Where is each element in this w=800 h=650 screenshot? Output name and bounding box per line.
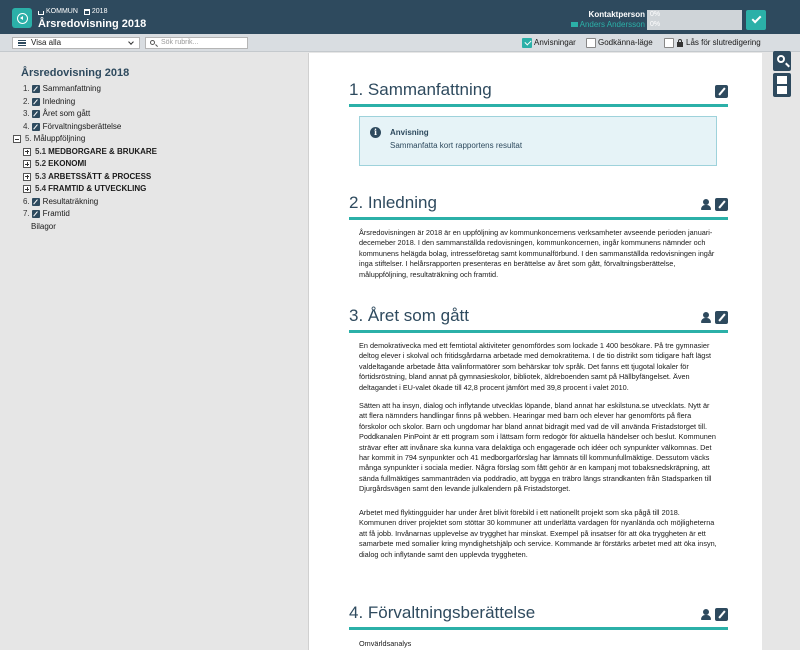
contact-label: Kontaktperson [588, 10, 645, 19]
toc-item-sammanfattning[interactable] [23, 84, 101, 94]
toc-sidebar [8, 53, 309, 650]
toc-num: 1. [23, 84, 30, 93]
assign-user-button[interactable] [700, 311, 712, 324]
toc-num: 5.2 [35, 159, 47, 168]
paragraph: Årsredovisningen är 2018 är en uppföljning av kommunkoncernens verksamheter avseende perioden januari-decemeber 2018. I den sammanställda redovisningen, kommunkoncernen, ingår kommunens nämnder och kommunens helägda bolag, intresseföretag samt kommunalförbund. I den sammanställda redovisningen ingår inga stiftelser. I helårsrapporten presenteras en berättelse av året som gått, förvaltningsberättelse, måluppföljning, resultaträkning och framtid. [359, 228, 715, 279]
paragraph: Sätten att ha insyn, dialog och inflytande utvecklas löpande, bland annat har eskilstuna.se utvecklats. Nytt är att flera nämnders handlingar finns på webben. Hearingar med barn och elever har genomförts på flera förskolor och skolor. Barn och ungdomar har bland annat bidragit med vad de vill använda Fristadstorget till. Poddkanalen PinPoint är ett program som i lättsam form redogör för aktuella händelser och beslut. Kommunen strävar efter att invånare ska kunna vara delaktiga och engagerade och idéer och synpunkter välkomnas. Det har kommit in 794 synpunkter och 41 medborgarförslag har lämnats till kommunfullmäktige. Dessutom väcks många synpunkter i sociala medier. Några förslag som fått gehör är en kampanj mot tobaksnedskräpning, att sända fullmäktiges sammanträden via poddradio, att bygga en träbro längs strandkanten från Stadsparken till Djurgårdsvägen samt den levande julkalendern på Fristadstorget. [359, 401, 716, 494]
section-title: 2. Inledning [349, 193, 437, 212]
toc-num: 3. [23, 109, 30, 118]
paragraph: Omvärldsanalys [359, 639, 412, 648]
progress-label-1: 0% [650, 11, 661, 18]
edit-icon [32, 123, 40, 131]
contact-person [550, 10, 645, 29]
edit-icon [32, 110, 40, 118]
assign-user-button[interactable] [700, 198, 712, 211]
las-checkbox[interactable] [664, 38, 674, 48]
search-document-button[interactable] [773, 51, 791, 71]
anvisningar-toggle[interactable] [522, 38, 576, 48]
back-button[interactable] [12, 8, 32, 28]
envelope-icon [571, 22, 578, 27]
toc-item-framtid[interactable] [23, 209, 70, 219]
check-icon [751, 14, 761, 24]
toc-item-5-4[interactable] [23, 184, 146, 194]
expand-icon[interactable] [23, 185, 31, 193]
toc-label: Måluppföljning [33, 134, 86, 143]
godkanna-toggle[interactable] [586, 38, 653, 48]
toc-num: 7. [23, 209, 30, 218]
edit-icon [32, 198, 40, 206]
toc-label: ARBETSSÄTT & PROCESS [48, 171, 152, 181]
section-title: 4. Förvaltningsberättelse [349, 603, 536, 622]
toc-item-bilagor[interactable] [31, 222, 56, 232]
toc-label: Inledning [42, 96, 76, 106]
godkanna-checkbox[interactable] [586, 38, 596, 48]
contact-name: Anders Andersson [579, 20, 645, 29]
progress-bar-1 [647, 10, 742, 20]
search-icon [777, 55, 785, 63]
toc-item-forvaltningsberattelse[interactable] [23, 122, 121, 132]
toc-item-5-2[interactable] [23, 159, 86, 169]
filter-value: Visa alla [31, 38, 62, 47]
toc-label: Förvaltningsberättelse [42, 121, 122, 131]
toc-title: Årsredovisning 2018 [21, 67, 130, 79]
report-meta [38, 8, 107, 15]
expand-icon[interactable] [23, 173, 31, 181]
export-document-button[interactable] [773, 73, 791, 97]
las-toggle[interactable] [664, 38, 761, 48]
search-icon [150, 40, 155, 45]
instruction-title: Anvisning [390, 128, 429, 137]
contact-name-link[interactable] [550, 20, 645, 29]
expand-icon[interactable] [23, 160, 31, 168]
section-heading-4 [349, 603, 728, 630]
search-input[interactable] [145, 37, 248, 49]
app-header [0, 0, 800, 34]
calendar-icon [84, 9, 90, 15]
progress-bar-2 [647, 20, 742, 30]
section-heading-1 [349, 80, 728, 107]
toc-num: 5. [25, 134, 32, 143]
organization-icon [38, 11, 44, 15]
instruction-body: Sammanfatta kort rapportens resultat [390, 141, 523, 150]
toc-item-5-3[interactable] [23, 172, 151, 182]
edit-icon [32, 98, 40, 106]
document-area [309, 53, 762, 650]
toc-num: 4. [23, 121, 30, 131]
toc-label: Resultaträkning [42, 196, 99, 206]
year-label: 2018 [91, 8, 108, 15]
assign-user-button[interactable] [700, 608, 712, 621]
instruction-box [359, 116, 717, 166]
filter-select[interactable] [12, 37, 140, 49]
arrow-left-circle-icon [17, 13, 28, 24]
edit-section-button[interactable] [715, 198, 728, 211]
section-heading-3 [349, 306, 728, 333]
toc-label: Året som gått [42, 109, 91, 118]
edit-icon [32, 85, 40, 93]
paragraph: En demokrativecka med ett femtiotal aktiviteter genomfördes som lockade 1 400 besökare. På tre gymnasier deltog elever i skolval och fritidsgårdarna arbetade med demokratitema. I de tio distrikt som tidigare haft lägst valdeltagande arbetade åtta valinformatörer som behärskar tolv språk. Det fanns ett tjugotal lokaler för förtidsröstning, bland annat på gymnasieskolor, bibliotek, äldreboenden samt på Hällbyfängelset. Även deltagandet i EU-valet ökade till 42,8 procent jämfört med 39,8 procent i valet 2010. [359, 341, 712, 392]
edit-section-button[interactable] [715, 311, 728, 324]
las-label: Lås för slutredigering [686, 38, 761, 47]
toc-item-5-1[interactable] [23, 147, 157, 157]
expand-icon[interactable] [23, 148, 31, 156]
edit-section-button[interactable] [715, 85, 728, 98]
toc-item-aret-som-gatt[interactable] [23, 109, 90, 119]
report-title: Årsredovisning 2018 [38, 18, 147, 30]
edit-icon [32, 210, 40, 218]
toc-item-inledning[interactable] [23, 97, 75, 107]
document-icon [777, 76, 787, 84]
toc-label: FRAMTID & UTVECKLING [48, 184, 147, 193]
section-title: 1. Sammanfattning [349, 80, 492, 99]
section-heading-2 [349, 193, 728, 220]
toc-label: Sammanfattning [42, 84, 101, 93]
progress-bars [647, 10, 742, 30]
paragraph: Arbetet med flyktingguider har under året blivit förebild i ett nationellt projekt som ska pågå till 2018. Kommunen driver projektet som stöttar 30 kommuner att underlätta vardagen för nyanlända och möjligheterna att få jobb. Invånarnas upplevelse av trygghet har minskat. Exempel på insatser för att öka tryggheten är ett samarbete med somalier kring myndighetshjälp och service. Kommande är förstärks arbetet med att öka insyn, dialog och inflytande samt den upplevda tryggheten. [359, 508, 717, 559]
toc-num: 2. [23, 96, 30, 106]
lock-icon [677, 42, 683, 47]
godkanna-label: Godkänna-läge [598, 38, 653, 47]
org-label: KOMMUN [46, 8, 78, 15]
toc-label: Bilagor [31, 222, 56, 231]
toc-num: 6. [23, 196, 30, 206]
print-icon [777, 86, 787, 94]
anvisningar-checkbox[interactable] [522, 38, 532, 48]
progress-label-2: 0% [650, 21, 661, 28]
edit-section-button[interactable] [715, 608, 728, 621]
info-icon: i [370, 127, 381, 138]
toc-label: Framtid [42, 209, 70, 218]
chevron-down-icon [128, 39, 134, 45]
approve-button[interactable] [746, 10, 766, 30]
toc-item-maluppfoljning[interactable] [13, 134, 85, 144]
section-title: 3. Året som gått [349, 306, 469, 325]
collapse-icon[interactable] [13, 135, 21, 143]
toc-item-resultatrakning[interactable] [23, 197, 98, 207]
toc-num: 5.4 [35, 184, 47, 193]
toc-label: EKONOMI [48, 159, 87, 168]
search-placeholder: Sök rubrik... [161, 39, 199, 46]
toc-label: MEDBORGARE & BRUKARE [48, 146, 158, 156]
toc-num: 5.3 [35, 171, 47, 181]
list-icon [18, 40, 26, 46]
toc-num: 5.1 [35, 146, 47, 156]
anvisningar-label: Anvisningar [534, 38, 576, 47]
